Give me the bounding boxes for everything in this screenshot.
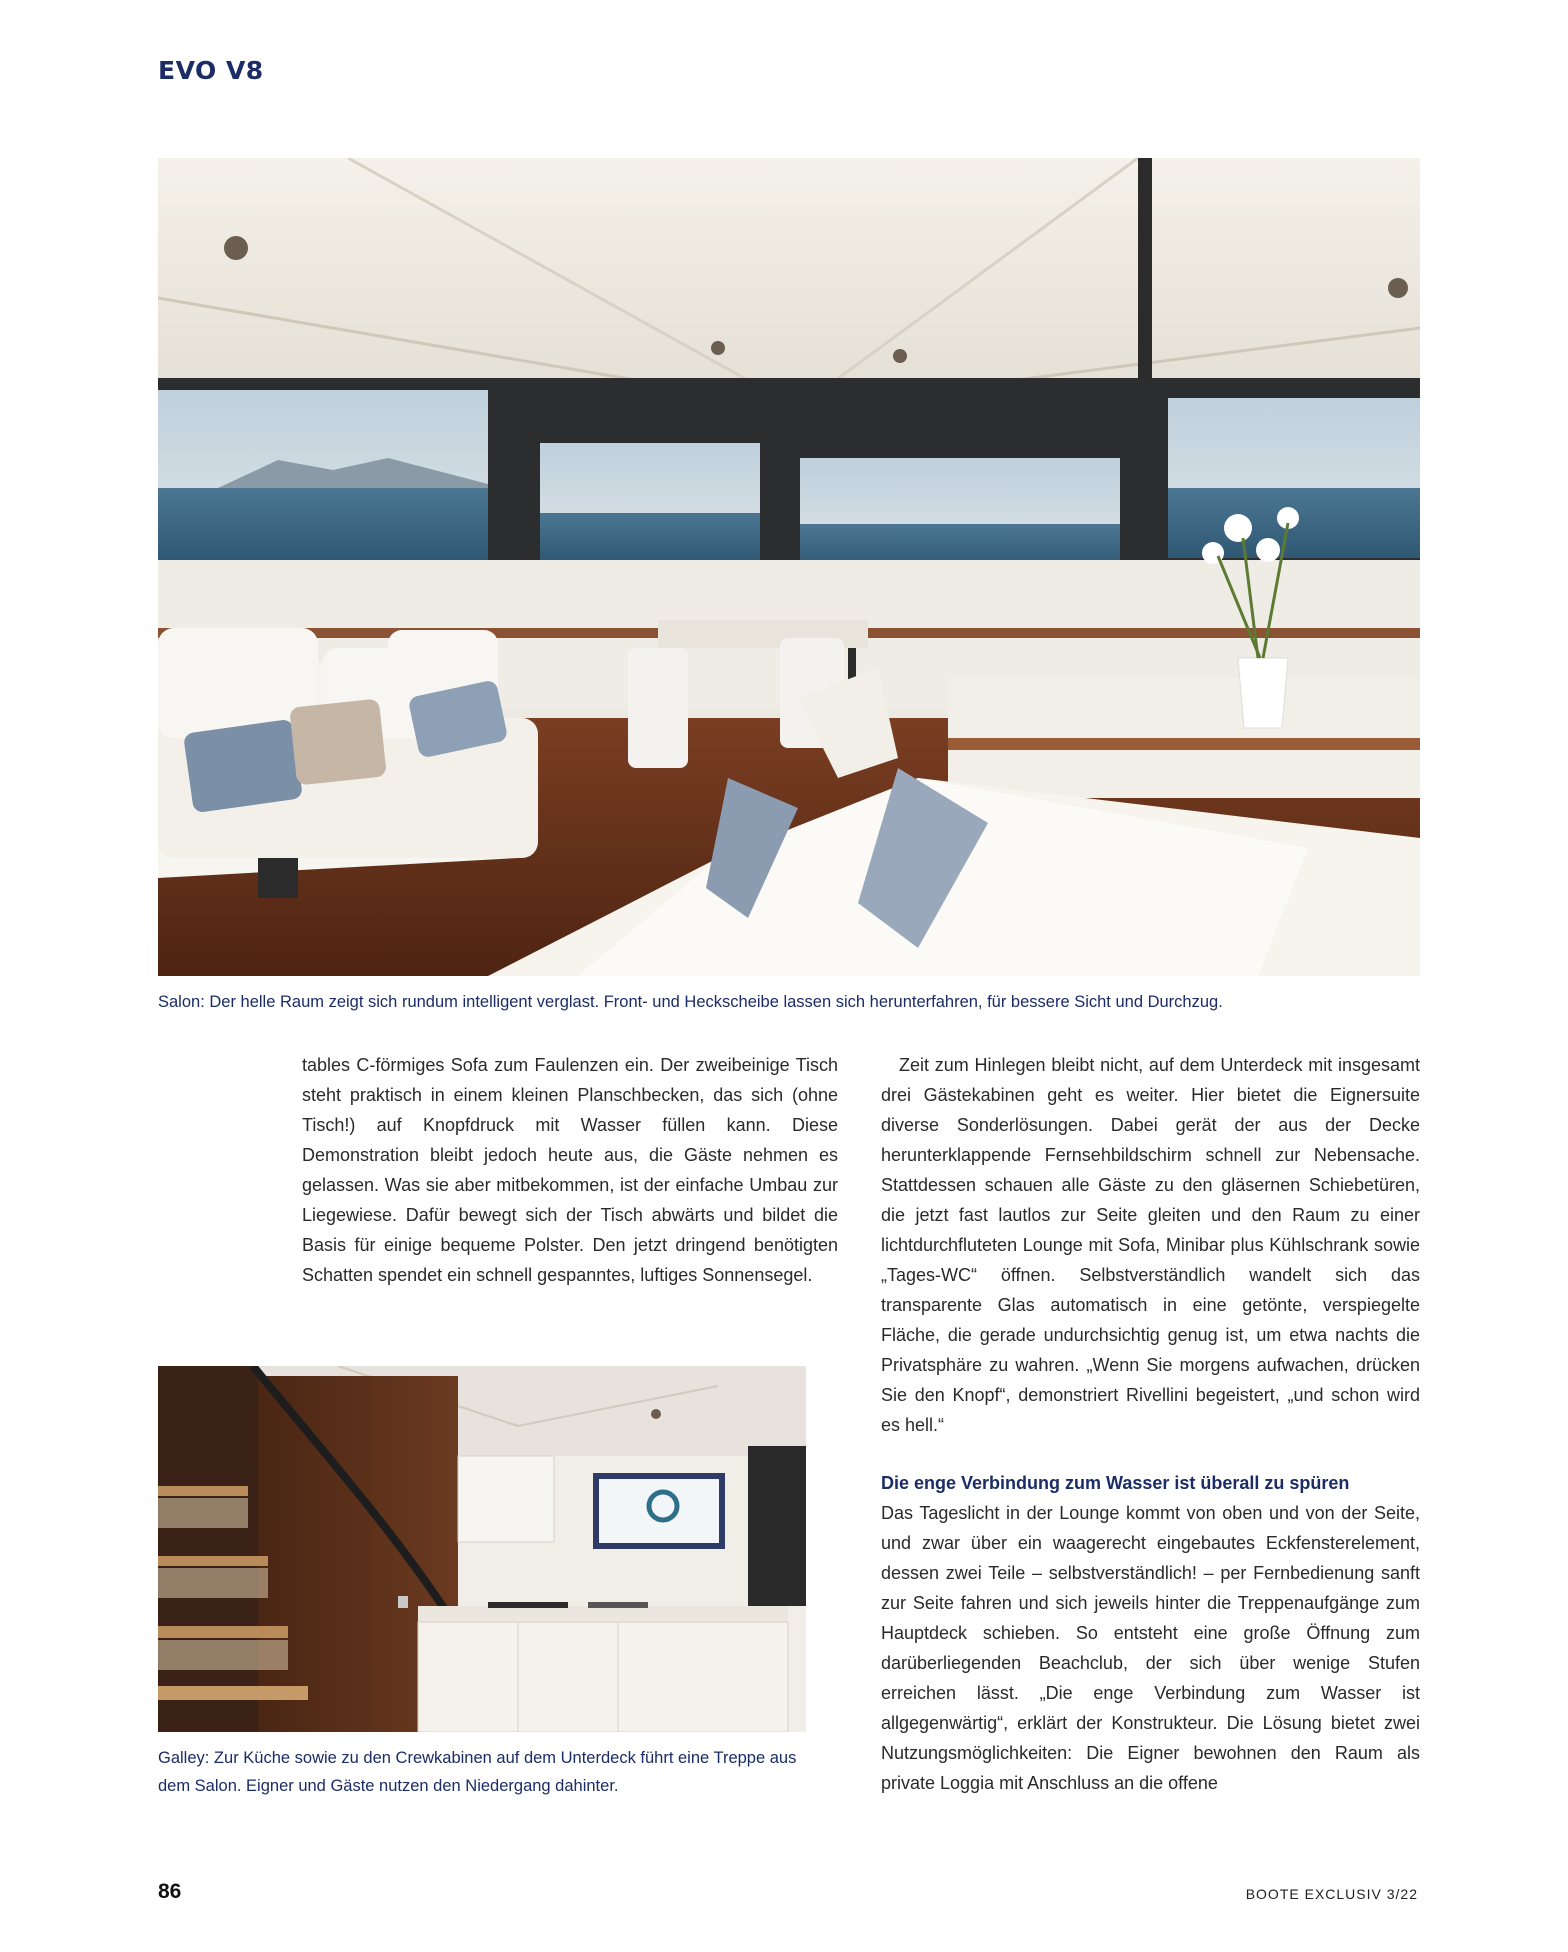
body-column-right (881, 1050, 1420, 1798)
salon-photo-caption: Salon: Der helle Raum zeigt sich rundum intelligent verglast. Front- und Heckscheibe lassen sich herunterfahren, für bessere Sicht und Durchzug. (158, 993, 1223, 1011)
salon-photo (158, 158, 1420, 976)
galley-photo (158, 1366, 806, 1732)
section-title: EVO V8 (158, 56, 264, 85)
paragraph: Zeit zum Hinlegen bleibt nicht, auf dem Unterdeck mit insgesamt drei Gästekabinen geht es weiter. Hier bietet die Eignersuite diverse Sonderlösungen. Dabei gerät der aus der Decke herunterklappende Fernsehbildschirm schnell zur Nebensache. Stattdessen schauen alle Gäste zu den gläsernen Schiebetüren, die jetzt fast lautlos zur Seite gleiten und den Raum zu einer lichtdurchfluteten Lounge mit Sofa, Minibar plus Kühlschrank sowie „Tages-WC“ öffnen. Selbstverständlich wandelt sich das transparente Glas automatisch in eine getönte, verspiegelte Fläche, die gerade undurchsichtig genug ist, um etwa nachts die Privatsphäre zu wahren. „Wenn Sie morgens aufwachen, drücken Sie den Knopf“, demonstriert Rivellini begeistert, „und schon wird es hell.“ (881, 1055, 1420, 1435)
body-column-left (302, 1050, 838, 1290)
subheading: Die enge Verbindung zum Wasser ist überall zu spüren (881, 1473, 1350, 1493)
paragraph: Das Tageslicht in der Lounge kommt von oben und von der Seite, und zwar über ein waagerecht eingebautes Eckfensterelement, dessen zwei Teile – selbstverständlich! – per Fernbedienung sanft zur Seite fahren und sich jeweils hinter die Treppenaufgänge zum Hauptdeck schieben. So entsteht eine große Öffnung zum darüberliegenden Beachclub, der sich über wenige Stufen erreichen lässt. „Die enge Verbindung zum Wasser ist allgegenwärtig“, erklärt der Konstrukteur. Die Lösung bietet zwei Nutzungsmöglichkeiten: Die Eigner bewohnen den Raum als private Loggia mit Anschluss an die offene (881, 1503, 1420, 1793)
galley-photo-caption: Galley: Zur Küche sowie zu den Crewkabinen auf dem Unterdeck führt eine Treppe aus dem Salon. Eigner und Gäste nutzen den Niedergang dahinter. (158, 1749, 797, 1795)
paragraph: tables C-förmiges Sofa zum Faulenzen ein. Der zweibeinige Tisch steht praktisch in einem kleinen Planschbecken, das sich (ohne Tisch!) auf Knopfdruck mit Wasser füllen kann. Diese Demonstration bleibt jedoch heute aus, die Gäste nehmen es gelassen. Was sie aber mitbekommen, ist der einfache Umbau zur Liegewiese. Dafür bewegt sich der Tisch abwärts und bildet die Basis für einige bequeme Polster. Den jetzt dringend benötigten Schatten spendet ein schnell gespanntes, luftiges Sonnensegel. (302, 1055, 838, 1285)
page-number: 86 (158, 1880, 182, 1903)
magazine-footer: BOOTE EXCLUSIV 3/22 (1245, 1886, 1418, 1902)
